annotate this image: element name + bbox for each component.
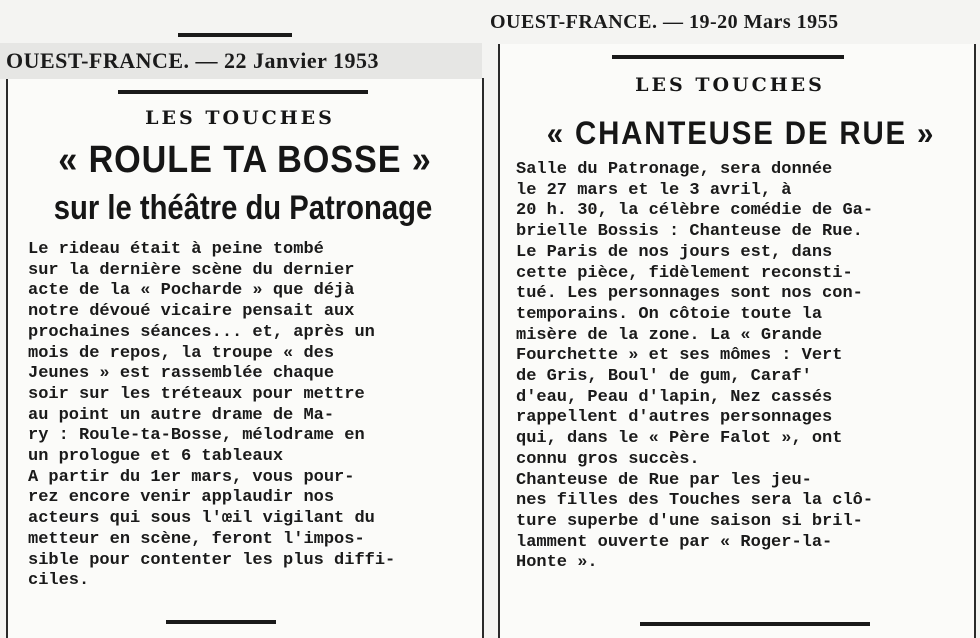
body-line: acteurs qui sous l'œil vigilant du [28,509,375,529]
body-line: rez encore venir applaudir nos [28,488,335,508]
headline-left-line2: sur le théâtre du Patronage [53,189,433,227]
dateline-right: OUEST-FRANCE. — 19-20 Mars 1955 [490,11,839,33]
body-line: Honte ». [516,553,598,573]
footer-rule-left [166,620,276,624]
body-line: d'eau, Peau d'lapin, Nez cassés [516,387,833,407]
body-line: Le rideau était à peine tombé [28,240,324,259]
dateline-left: OUEST-FRANCE. — 22 Janvier 1953 [0,43,482,79]
article-body-left [28,240,395,592]
body-line: Fourchette » et ses mômes : Vert [516,346,843,366]
headline-right: « CHANTEUSE DE RUE » [546,115,936,151]
body-line: Le Paris de nos jours est, dans [516,242,833,262]
body-line: sible pour contenter les plus diffi- [28,550,396,570]
rubric-right: LES TOUCHES [635,74,825,96]
body-line: Jeunes » est rassemblée chaque [28,364,335,384]
header-rule-left [118,90,368,94]
body-line: misère de la zone. La « Grande [516,325,823,345]
body-line: connu gros succès. [516,449,700,469]
body-line: lamment ouverte par « Roger-la- [516,532,833,552]
body-line: A partir du 1er mars, vous pour- [28,467,355,487]
body-line: sur la dernière scène du dernier [28,260,355,280]
body-line: ciles. [28,571,90,591]
body-line: 20 h. 30, la célèbre comédie de Ga- [516,201,874,221]
body-line: ry : Roule-ta-Bosse, mélodrame en [28,426,365,446]
body-line: au point un autre drame de Ma- [28,405,335,425]
body-line: de Gris, Boul' de gum, Caraf' [516,367,812,387]
body-line: un prologue et 6 tableaux [28,447,284,467]
body-line: nes filles des Touches sera la clô- [516,491,874,511]
body-line: metteur en scène, feront l'impos- [28,529,365,549]
body-line: rappellent d'autres personnages [516,408,833,428]
body-line: soir sur les tréteaux pour mettre [28,384,365,404]
body-line: notre dévoué vicaire pensait aux [28,302,355,322]
body-line: ture superbe d'une saison si bril- [516,511,863,531]
body-line: Chanteuse de Rue par les jeu- [516,470,812,490]
body-line: prochaines séances... et, après un [28,322,375,342]
headline-left-line1: « ROULE TA BOSSE » [58,139,432,181]
article-body-right [516,160,873,574]
body-line: qui, dans le « Père Falot », ont [516,429,843,449]
body-line: le 27 mars et le 3 avril, à [516,180,792,200]
rubric-left: LES TOUCHES [145,107,335,129]
body-line: brielle Bossis : Chanteuse de Rue. [516,222,863,242]
top-rule-left [178,33,292,37]
body-line: Salle du Patronage, sera donnée [516,160,833,179]
body-line: tué. Les personnages sont nos con- [516,284,863,304]
body-line: mois de repos, la troupe « des [28,343,335,363]
body-line: temporains. On côtoie toute la [516,304,823,324]
body-line: cette pièce, fidèlement reconsti- [516,263,853,283]
header-rule-right [612,55,844,59]
footer-rule-right [640,622,870,626]
body-line: acte de la « Pocharde » que déjà [28,281,355,301]
